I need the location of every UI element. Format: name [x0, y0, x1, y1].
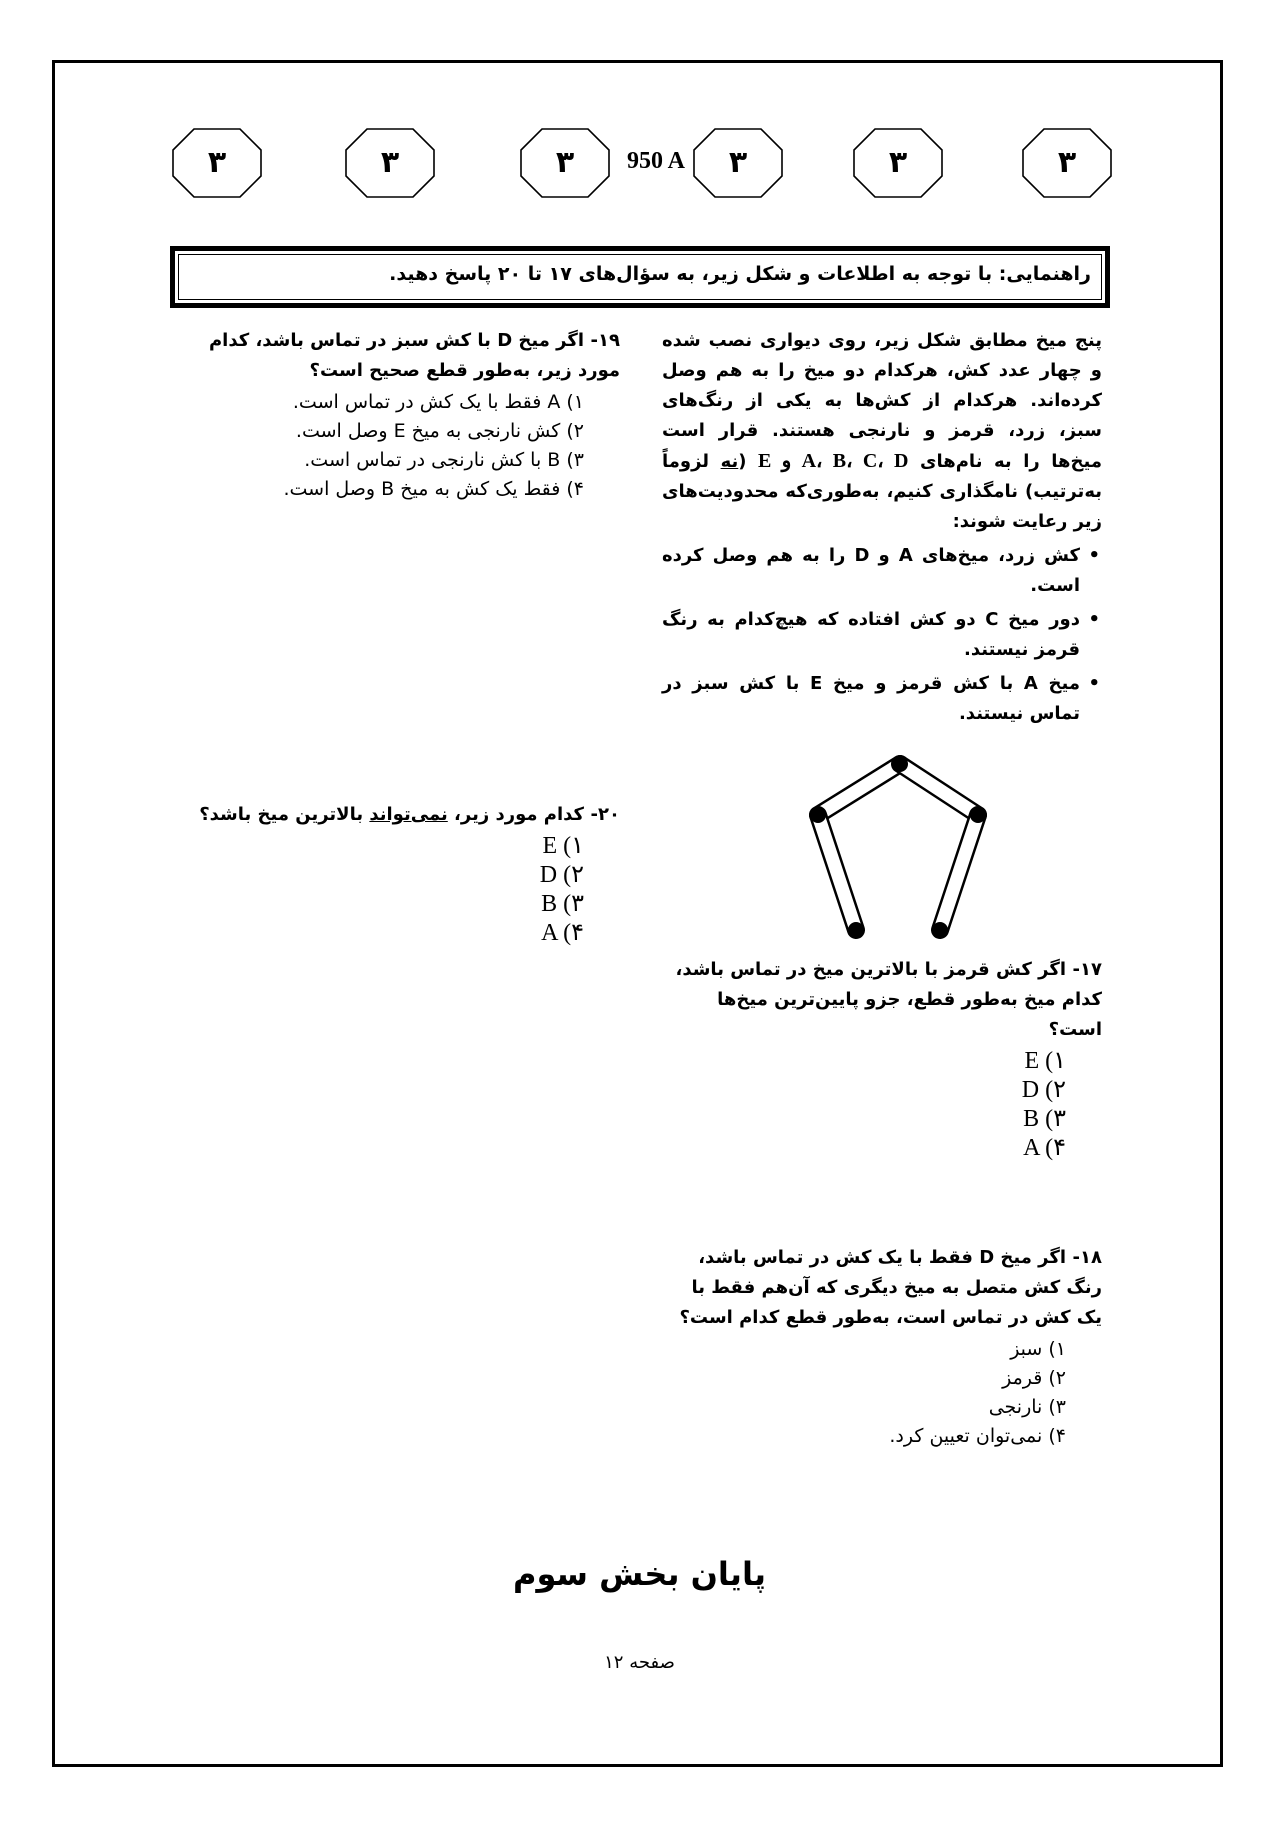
option-4[interactable]: A (۴: [541, 920, 584, 946]
option-1[interactable]: E (۱: [1024, 1048, 1066, 1074]
option-1[interactable]: ۱) A فقط با یک کش در تماس است.: [292, 391, 584, 413]
question-number: ۱۸-: [1072, 1247, 1102, 1268]
peg-top: [892, 756, 908, 772]
constraint-3: • میخ A با کش قرمز و میخ E با کش سبز در تماس نیستند.: [662, 669, 1080, 729]
question-text: اگر میخ D فقط با یک کش در تماس باشد، رنگ کش متصل به میخ دیگری که آن‌هم فقط با یک کش در تماس است، به‌طور قطع کدام است؟: [679, 1247, 1102, 1328]
option-3[interactable]: ۳) B با کش نارنجی در تماس است.: [304, 449, 584, 471]
peg-lower-left: [848, 922, 864, 938]
section-badge-1: ۳: [172, 128, 262, 198]
peg-letters: A، B، C، D و E: [758, 450, 909, 472]
option-2[interactable]: D (۲: [1021, 1077, 1066, 1103]
option-3[interactable]: ۳) نارنجی: [988, 1396, 1066, 1418]
peg-upper-left: [810, 807, 826, 823]
question-text: کدام مورد زیر، نمی‌تواند بالاترین میخ باشد؟: [199, 804, 584, 825]
constraint-1: • کش زرد، میخ‌های A و D را به هم وصل کرده است.: [662, 541, 1080, 601]
section-badge-6: ۳: [1022, 128, 1112, 198]
options-list: [662, 1047, 1102, 1163]
question-19: [180, 326, 620, 504]
option-1[interactable]: E (۱: [542, 833, 584, 859]
peg-upper-right: [970, 807, 986, 823]
not-word: نه: [720, 451, 739, 472]
guide-text: راهنمایی: با توجه به اطلاعات و شکل زیر، به سؤال‌های ۱۷ تا ۲۰ پاسخ دهید.: [389, 263, 1091, 285]
section-badge-2: ۳: [345, 128, 435, 198]
pegs-figure: [780, 740, 1020, 970]
option-2[interactable]: D (۲: [539, 862, 584, 888]
question-17: [662, 955, 1102, 1163]
question-number: ۱۹-: [590, 330, 620, 351]
booklet-code: 950 A: [626, 148, 685, 174]
option-4[interactable]: A (۴: [1023, 1135, 1066, 1161]
option-2[interactable]: ۲) کش نارنجی به میخ E وصل است.: [295, 420, 584, 442]
constraints-list: [662, 541, 1102, 729]
page-number: صفحه ۱۲: [604, 1652, 675, 1673]
constraint-2: • دور میخ C دو کش افتاده که هیچ‌کدام به رنگ قرمز نیستند.: [662, 605, 1080, 665]
option-4[interactable]: ۴) نمی‌توان تعیین کرد.: [889, 1425, 1066, 1447]
options-list: [662, 1335, 1102, 1451]
option-3[interactable]: B (۳: [1023, 1106, 1066, 1132]
question-number: ۱۷-: [1072, 959, 1102, 980]
peg-lower-right: [932, 922, 948, 938]
section-end-title: پایان بخش سوم: [513, 1555, 766, 1593]
question-18: [662, 1243, 1102, 1451]
option-2[interactable]: ۲) قرمز: [1002, 1367, 1066, 1389]
option-3[interactable]: B (۳: [541, 891, 584, 917]
question-number: ۲۰-: [590, 804, 620, 825]
option-1[interactable]: ۱) سبز: [1010, 1338, 1066, 1360]
options-list: [180, 832, 620, 948]
intro-paragraph: پنج میخ مطابق شکل زیر، روی دیواری نصب شده و چهار عدد کش، هرکدام دو میخ را به هم وصل کرده‌اند. هرکدام از کش‌ها به یکی از رنگ‌های سبز، زرد، قرمز و نارنجی هستند. قرار است میخ‌ها را به نام‌های A، B، C، D و E (نه لزوماً به‌ترتیب) نامگذاری کنیم، به‌طوری‌که محدودیت‌های زیر رعایت شوند:: [662, 330, 1102, 532]
option-4[interactable]: ۴) فقط یک کش به میخ B وصل است.: [283, 478, 584, 500]
guide-box: [170, 246, 1110, 308]
section-badge-5: ۳: [853, 128, 943, 198]
intro-block: [662, 326, 1102, 733]
section-badge-3: ۳: [520, 128, 610, 198]
question-text: اگر میخ D با کش سبز در تماس باشد، کدام مورد زیر، به‌طور قطع صحیح است؟: [208, 330, 620, 381]
underlined-word: نمی‌تواند: [369, 804, 448, 825]
question-20: [180, 800, 620, 948]
question-text: اگر کش قرمز با بالاترین میخ در تماس باشد، کدام میخ به‌طور قطع، جزو پایین‌ترین میخ‌ها است؟: [675, 959, 1102, 1040]
section-badge-4: ۳: [693, 128, 783, 198]
options-list: [180, 388, 620, 504]
